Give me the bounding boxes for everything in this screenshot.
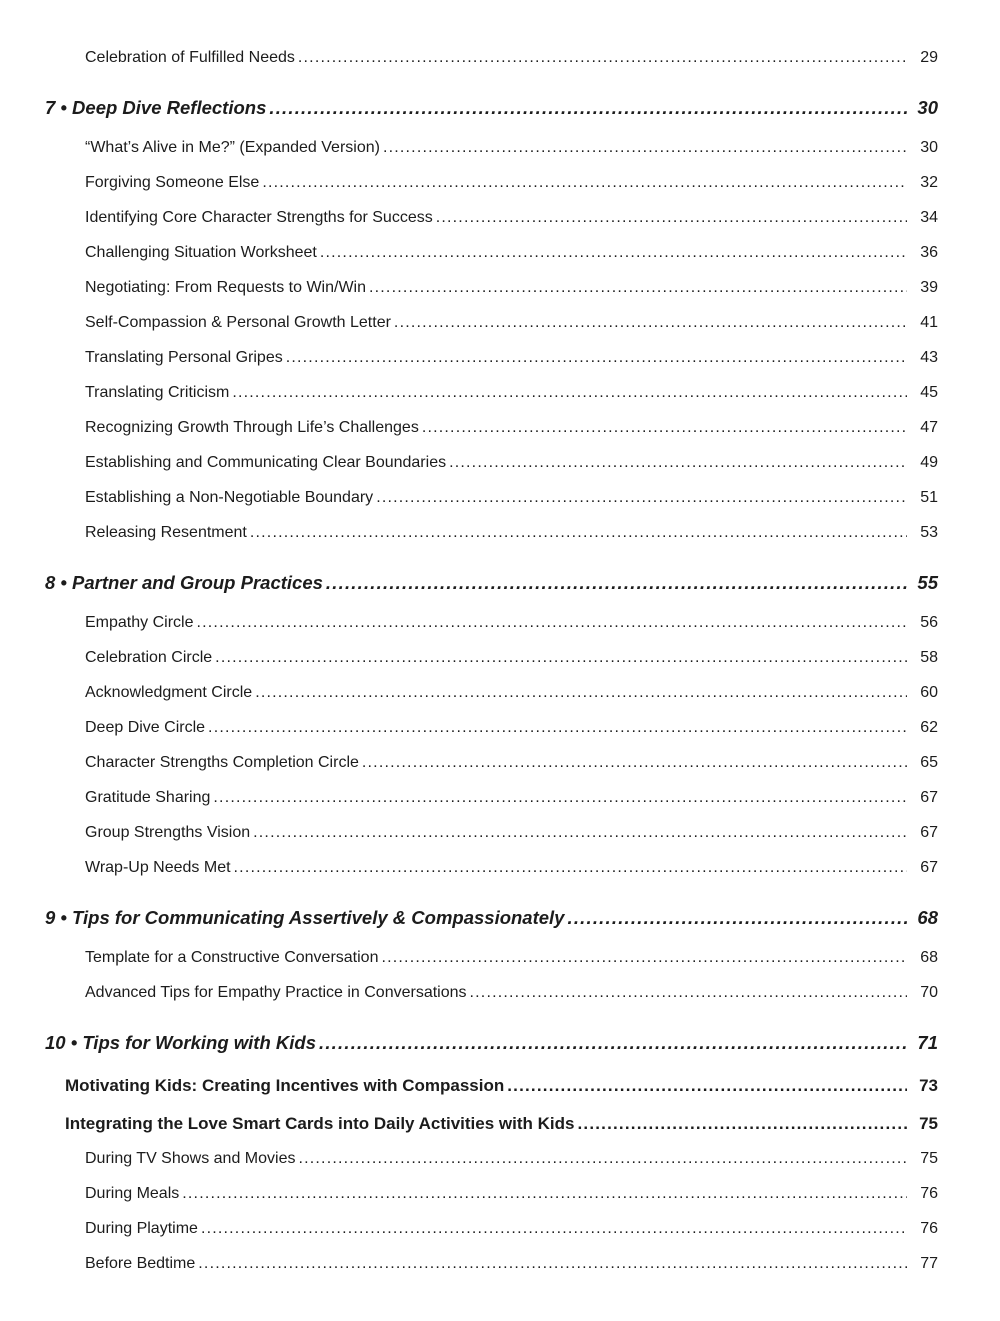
entry-label: Wrap-Up Needs Met (85, 859, 231, 877)
entry-page-number: 76 (920, 1185, 938, 1203)
entry-label: 10 • Tips for Working with Kids (45, 1031, 316, 1053)
dot-leader (470, 985, 907, 1002)
entry-page-number: 36 (920, 244, 938, 262)
entry-page-number: 77 (920, 1255, 938, 1273)
toc-entry-item[interactable] (45, 632, 938, 667)
entry-label: “What’s Alive in Me?” (Expanded Version) (85, 139, 380, 157)
toc-list (45, 32, 938, 1273)
dot-leader (319, 1033, 907, 1052)
dot-leader (449, 455, 907, 472)
dot-leader (422, 420, 907, 437)
dot-leader (507, 1077, 907, 1095)
entry-label: Celebration Circle (85, 649, 213, 667)
dot-leader (326, 573, 907, 592)
dot-leader (201, 1221, 907, 1238)
toc-entry-item[interactable] (45, 192, 938, 227)
entry-page-number: 75 (920, 1150, 938, 1168)
toc-entry-chapter[interactable] (45, 877, 938, 927)
toc-entry-item[interactable] (45, 807, 938, 842)
toc-entry-item[interactable] (45, 702, 938, 737)
dot-leader (232, 385, 907, 402)
dot-leader (376, 490, 907, 507)
entry-page-number: 73 (919, 1076, 938, 1096)
dot-leader (394, 315, 907, 332)
entry-page-number: 62 (920, 719, 938, 737)
toc-entry-item[interactable] (45, 227, 938, 262)
entry-label: Translating Criticism (85, 384, 230, 402)
entry-page-number: 70 (920, 984, 938, 1002)
toc-entry-item[interactable] (45, 437, 938, 472)
entry-label: Challenging Situation Worksheet (85, 244, 317, 262)
entry-page-number: 56 (920, 614, 938, 632)
dot-leader (436, 210, 907, 227)
entry-page-number: 65 (920, 754, 938, 772)
dot-leader (320, 245, 907, 262)
entry-page-number: 43 (920, 349, 938, 367)
toc-entry-item[interactable] (45, 967, 938, 1002)
entry-page-number: 68 (917, 906, 938, 928)
entry-page-number: 30 (917, 96, 938, 118)
entry-label: Gratitude Sharing (85, 789, 211, 807)
dot-leader (286, 350, 907, 367)
entry-label: Character Strengths Completion Circle (85, 754, 359, 772)
dot-leader (381, 950, 907, 967)
dot-leader (208, 720, 907, 737)
toc-entry-section[interactable] (45, 1057, 938, 1095)
toc-entry-item[interactable] (45, 122, 938, 157)
toc-entry-item[interactable] (45, 932, 938, 967)
entry-label: Template for a Constructive Conversation (85, 949, 379, 967)
entry-label: During Playtime (85, 1220, 198, 1238)
toc-entry-item[interactable] (45, 297, 938, 332)
entry-label: Recognizing Growth Through Life’s Challenges (85, 419, 419, 437)
toc-entry-item[interactable] (45, 772, 938, 807)
entry-page-number: 30 (920, 139, 938, 157)
entry-page-number: 68 (920, 949, 938, 967)
dot-leader (213, 790, 907, 807)
entry-label: Celebration of Fulfilled Needs (85, 49, 295, 67)
entry-label: Forgiving Someone Else (85, 174, 260, 192)
dot-leader (215, 650, 907, 667)
entry-label: Group Strengths Vision (85, 824, 251, 842)
toc-entry-chapter[interactable] (45, 542, 938, 592)
entry-page-number: 75 (919, 1114, 938, 1134)
dot-leader (383, 140, 907, 157)
toc-entry-chapter[interactable] (45, 1002, 938, 1052)
toc-entry-item[interactable] (45, 262, 938, 297)
entry-label: Releasing Resentment (85, 524, 247, 542)
entry-label: 7 • Deep Dive Reflections (45, 96, 267, 118)
dot-leader (262, 175, 907, 192)
entry-page-number: 47 (920, 419, 938, 437)
entry-label: Translating Personal Gripes (85, 349, 283, 367)
dot-leader (298, 1151, 907, 1168)
entry-label: Deep Dive Circle (85, 719, 206, 737)
toc-entry-item[interactable] (45, 1168, 938, 1203)
dot-leader (253, 825, 907, 842)
dot-leader (198, 1256, 907, 1273)
entry-label: Integrating the Love Smart Cards into Daily Activities with Kids (65, 1114, 575, 1134)
toc-entry-item[interactable] (45, 157, 938, 192)
toc-entry-item[interactable] (45, 1133, 938, 1168)
dot-leader (196, 615, 907, 632)
entry-page-number: 60 (920, 684, 938, 702)
entry-label: Establishing and Communicating Clear Boundaries (85, 454, 447, 472)
entry-label: Acknowledgment Circle (85, 684, 253, 702)
toc-entry-item[interactable] (45, 667, 938, 702)
toc-entry-item[interactable] (45, 1238, 938, 1273)
entry-label: Self-Compassion & Personal Growth Letter (85, 314, 391, 332)
entry-page-number: 58 (920, 649, 938, 667)
entry-label: Advanced Tips for Empathy Practice in Conversations (85, 984, 467, 1002)
entry-label: During TV Shows and Movies (85, 1150, 296, 1168)
entry-label: Before Bedtime (85, 1255, 196, 1273)
entry-page-number: 53 (920, 524, 938, 542)
toc-entry-item[interactable] (45, 737, 938, 772)
entry-page-number: 71 (917, 1031, 938, 1053)
dot-leader (369, 280, 907, 297)
toc-entry-item[interactable] (45, 32, 938, 67)
dot-leader (298, 50, 907, 67)
entry-page-number: 29 (920, 49, 938, 67)
entry-label: Identifying Core Character Strengths for Success (85, 209, 433, 227)
toc-entry-item[interactable] (45, 472, 938, 507)
entry-page-number: 51 (920, 489, 938, 507)
entry-page-number: 76 (920, 1220, 938, 1238)
entry-label: 8 • Partner and Group Practices (45, 571, 323, 593)
toc-entry-item[interactable] (45, 597, 938, 632)
entry-page-number: 67 (920, 789, 938, 807)
toc-entry-item[interactable] (45, 402, 938, 437)
dot-leader (250, 525, 907, 542)
dot-leader (362, 755, 907, 772)
dot-leader (567, 908, 907, 927)
toc-entry-item[interactable] (45, 367, 938, 402)
entry-page-number: 55 (917, 571, 938, 593)
toc-entry-item[interactable] (45, 1203, 938, 1238)
toc-entry-chapter[interactable] (45, 67, 938, 117)
entry-label: Negotiating: From Requests to Win/Win (85, 279, 366, 297)
dot-leader (182, 1186, 907, 1203)
entry-label: 9 • Tips for Communicating Assertively & Compassionately (45, 906, 565, 928)
entry-label: Establishing a Non-Negotiable Boundary (85, 489, 374, 507)
dot-leader (255, 685, 907, 702)
dot-leader (577, 1115, 907, 1133)
dot-leader (234, 860, 907, 877)
toc-entry-item[interactable] (45, 332, 938, 367)
toc-entry-item[interactable] (45, 507, 938, 542)
toc-entry-section[interactable] (45, 1095, 938, 1133)
entry-page-number: 45 (920, 384, 938, 402)
entry-page-number: 67 (920, 859, 938, 877)
entry-label: During Meals (85, 1185, 180, 1203)
entry-label: Motivating Kids: Creating Incentives with Compassion (65, 1076, 505, 1096)
entry-page-number: 41 (920, 314, 938, 332)
entry-page-number: 49 (920, 454, 938, 472)
entry-page-number: 34 (920, 209, 938, 227)
entry-page-number: 32 (920, 174, 938, 192)
toc-entry-item[interactable] (45, 842, 938, 877)
dot-leader (269, 98, 907, 117)
entry-label: Empathy Circle (85, 614, 194, 632)
entry-page-number: 67 (920, 824, 938, 842)
entry-page-number: 39 (920, 279, 938, 297)
